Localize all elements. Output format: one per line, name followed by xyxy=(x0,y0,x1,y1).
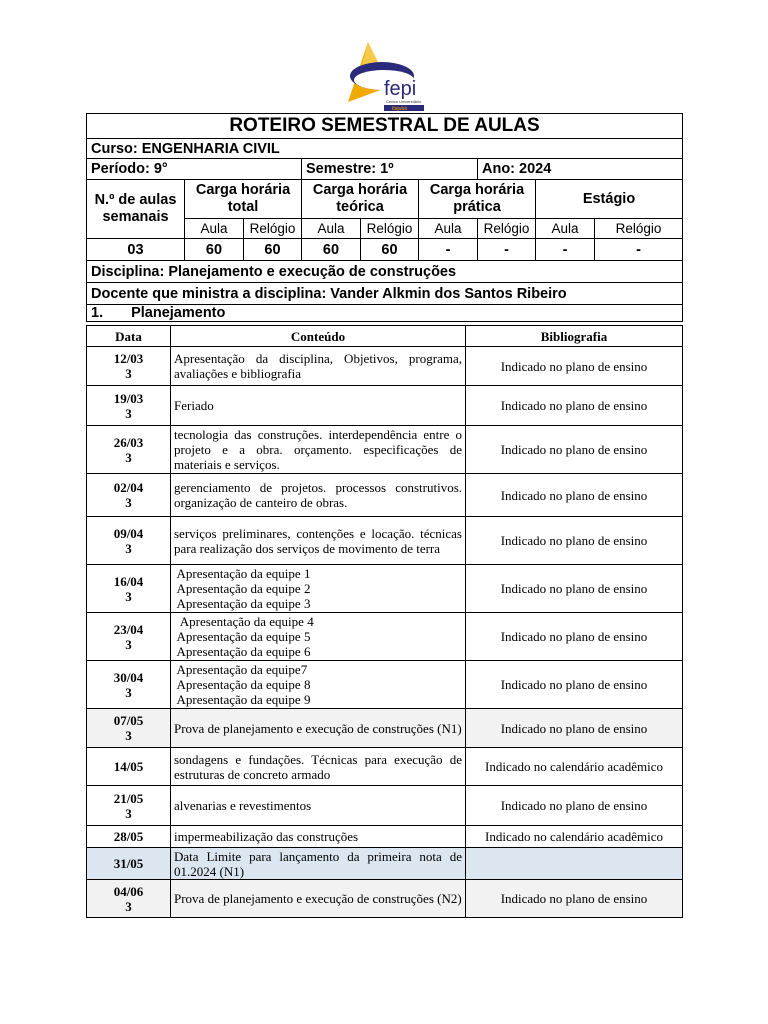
bibliography-cell xyxy=(466,848,683,880)
bibliography-cell: Indicado no calendário acadêmico xyxy=(466,748,683,786)
date-value: 23/04 xyxy=(113,621,144,637)
content-line: Apresentação da equipe 3 xyxy=(174,596,311,611)
col-aulas-semanais: N.º de aulas semanais xyxy=(87,180,185,239)
table-row xyxy=(87,748,683,786)
value-ch-total-relogio: 60 xyxy=(244,239,302,261)
lesson-count: 3 xyxy=(125,495,132,510)
date-value: 21/05 xyxy=(113,790,144,806)
date-cell xyxy=(87,613,171,661)
bibliography-cell: Indicado no plano de ensino xyxy=(466,347,683,386)
content-cell xyxy=(171,748,466,786)
lesson-count: 3 xyxy=(125,898,132,914)
lesson-count: 3 xyxy=(125,366,132,381)
date-value: 16/04 xyxy=(113,573,144,589)
sub-relogio: Relógio xyxy=(478,219,536,239)
date-cell xyxy=(87,386,171,426)
table-row xyxy=(87,661,683,709)
content-cell xyxy=(171,848,466,880)
logo-city: Itajubá xyxy=(392,106,408,112)
date-value: 31/05 xyxy=(113,856,144,871)
value-ch-total-aula: 60 xyxy=(185,239,244,261)
content-cell xyxy=(171,880,466,918)
table-row xyxy=(87,848,683,880)
content-cell xyxy=(171,517,466,565)
lesson-count: 3 xyxy=(125,588,132,604)
section-number: 1. xyxy=(91,305,104,321)
content-line: Apresentação da equipe 8 xyxy=(174,677,311,692)
date-value: 19/03 xyxy=(113,390,144,406)
col-ch-total: Carga horária total xyxy=(185,180,302,219)
date-value: 02/04 xyxy=(113,480,144,495)
col-ch-teorica: Carga horária teórica xyxy=(302,180,419,219)
content-cell xyxy=(171,661,466,709)
date-value: 28/05 xyxy=(113,829,144,844)
col-conteudo-header: Conteúdo xyxy=(171,326,466,347)
table-row xyxy=(87,347,683,386)
content-cell xyxy=(171,474,466,517)
content-cell xyxy=(171,613,466,661)
date-cell xyxy=(87,786,171,826)
date-cell xyxy=(87,347,171,386)
bibliography-cell: Indicado no plano de ensino xyxy=(466,474,683,517)
content-cell xyxy=(171,347,466,386)
plan-table xyxy=(86,325,683,918)
content-cell xyxy=(171,386,466,426)
content-line: Apresentação da equipe 2 xyxy=(174,581,311,596)
ano-field: Ano: 2024 xyxy=(478,159,683,180)
bibliography-cell: Indicado no plano de ensino xyxy=(466,386,683,426)
content-text: sondagens e fundações. Técnicas para execução de estruturas de concreto armado xyxy=(174,751,462,782)
content-text: impermeabilização das construções xyxy=(174,829,359,844)
sub-aula: Aula xyxy=(185,219,244,239)
lesson-count: 3 xyxy=(125,449,132,465)
date-value: 04/06 xyxy=(113,883,144,899)
sub-relogio: Relógio xyxy=(595,219,683,239)
bibliography-cell: Indicado no plano de ensino xyxy=(466,517,683,565)
date-cell xyxy=(87,474,171,517)
bibliography-cell: Indicado no plano de ensino xyxy=(466,613,683,661)
date-value: 14/05 xyxy=(113,759,144,774)
date-cell xyxy=(87,709,171,748)
bibliography-cell: Indicado no calendário acadêmico xyxy=(466,826,683,848)
bibliography-cell: Indicado no plano de ensino xyxy=(466,880,683,918)
section-title: Planejamento xyxy=(131,305,226,321)
date-cell xyxy=(87,880,171,918)
date-cell xyxy=(87,748,171,786)
logo-subtext: Centro Universitário xyxy=(386,99,422,104)
content-line: Apresentação da equipe 4 xyxy=(174,614,314,629)
content-text: tecnologia das construções. interdependência entre o projeto e a obra. orçamento. especificações de materiais e serviços. xyxy=(174,427,462,472)
section-heading xyxy=(87,305,683,322)
date-value: 12/03 xyxy=(113,351,144,366)
content-line: Apresentação da equipe 5 xyxy=(174,629,311,644)
col-ch-pratica: Carga horária prática xyxy=(419,180,536,219)
content-text: serviços preliminares, contenções e locação. técnicas para realização dos serviços de movimento de terra xyxy=(174,525,462,556)
sub-relogio: Relógio xyxy=(244,219,302,239)
lesson-count: 3 xyxy=(125,684,132,700)
table-row xyxy=(87,565,683,613)
sub-aula: Aula xyxy=(302,219,361,239)
content-line: Apresentação da equipe 1 xyxy=(174,566,311,581)
lesson-count: 3 xyxy=(125,728,132,743)
col-bibliografia-header: Bibliografia xyxy=(466,326,683,347)
date-cell xyxy=(87,426,171,474)
bibliography-cell: Indicado no plano de ensino xyxy=(466,786,683,826)
content-text: Prova de planejamento e execução de construções (N2) xyxy=(174,891,462,906)
content-text: alvenarias e revestimentos xyxy=(174,798,312,813)
content-text: gerenciamento de projetos. processos construtivos. organização de canteiro de obras. xyxy=(174,480,462,510)
date-cell xyxy=(87,517,171,565)
date-cell xyxy=(87,565,171,613)
table-row xyxy=(87,613,683,661)
lesson-count: 3 xyxy=(125,405,132,421)
header-table xyxy=(86,113,683,322)
table-row xyxy=(87,474,683,517)
lesson-count: 3 xyxy=(125,636,132,652)
table-row xyxy=(87,386,683,426)
value-ch-pratica-relogio: - xyxy=(478,239,536,261)
content-text: Data Limite para lançamento da primeira nota de 01.2024 (N1) xyxy=(174,848,462,879)
content-cell xyxy=(171,786,466,826)
disciplina-field: Disciplina: Planejamento e execução de construções xyxy=(87,261,683,283)
lesson-count: 3 xyxy=(125,540,132,556)
page-title: ROTEIRO SEMESTRAL DE AULAS xyxy=(87,114,683,139)
sub-aula: Aula xyxy=(536,219,595,239)
content-cell xyxy=(171,826,466,848)
bibliography-cell: Indicado no plano de ensino xyxy=(466,565,683,613)
lesson-count: 3 xyxy=(125,805,132,821)
content-cell xyxy=(171,565,466,613)
value-aulas-semanais: 03 xyxy=(87,239,185,261)
date-cell xyxy=(87,661,171,709)
content-text: Feriado xyxy=(174,398,214,413)
curso-field: Curso: ENGENHARIA CIVIL xyxy=(87,139,683,159)
value-estagio-relogio: - xyxy=(595,239,683,261)
content-line: Apresentação da equipe 9 xyxy=(174,692,311,707)
date-value: 07/05 xyxy=(113,713,144,728)
bibliography-cell: Indicado no plano de ensino xyxy=(466,426,683,474)
table-row xyxy=(87,426,683,474)
semestre-field: Semestre: 1º xyxy=(302,159,478,180)
table-row xyxy=(87,517,683,565)
content-line: Apresentação da equipe 6 xyxy=(174,644,311,659)
table-row xyxy=(87,880,683,918)
bibliography-cell: Indicado no plano de ensino xyxy=(466,709,683,748)
date-value: 09/04 xyxy=(113,525,144,541)
table-row xyxy=(87,786,683,826)
content-text: Apresentação da disciplina, Objetivos, programa, avaliações e bibliografia xyxy=(174,351,462,381)
content-text: Prova de planejamento e execução de construções (N1) xyxy=(174,720,462,736)
docente-field: Docente que ministra a disciplina: Vander Alkmin dos Santos Ribeiro xyxy=(87,283,683,305)
periodo-field: Período: 9° xyxy=(87,159,302,180)
col-estagio: Estágio xyxy=(536,180,683,219)
col-data-header: Data xyxy=(87,326,171,347)
content-cell xyxy=(171,709,466,748)
value-ch-teorica-aula: 60 xyxy=(302,239,361,261)
logo-text: fepi xyxy=(384,78,417,100)
fepi-logo xyxy=(342,40,430,112)
date-cell xyxy=(87,826,171,848)
value-ch-teorica-relogio: 60 xyxy=(361,239,419,261)
value-estagio-aula: - xyxy=(536,239,595,261)
table-row xyxy=(87,826,683,848)
date-value: 30/04 xyxy=(113,669,144,685)
bibliography-cell: Indicado no plano de ensino xyxy=(466,661,683,709)
sub-relogio: Relógio xyxy=(361,219,419,239)
value-ch-pratica-aula: - xyxy=(419,239,478,261)
sub-aula: Aula xyxy=(419,219,478,239)
content-cell xyxy=(171,426,466,474)
table-row xyxy=(87,709,683,748)
date-cell xyxy=(87,848,171,880)
date-value: 26/03 xyxy=(113,434,144,450)
content-line: Apresentação da equipe7 xyxy=(174,662,308,677)
